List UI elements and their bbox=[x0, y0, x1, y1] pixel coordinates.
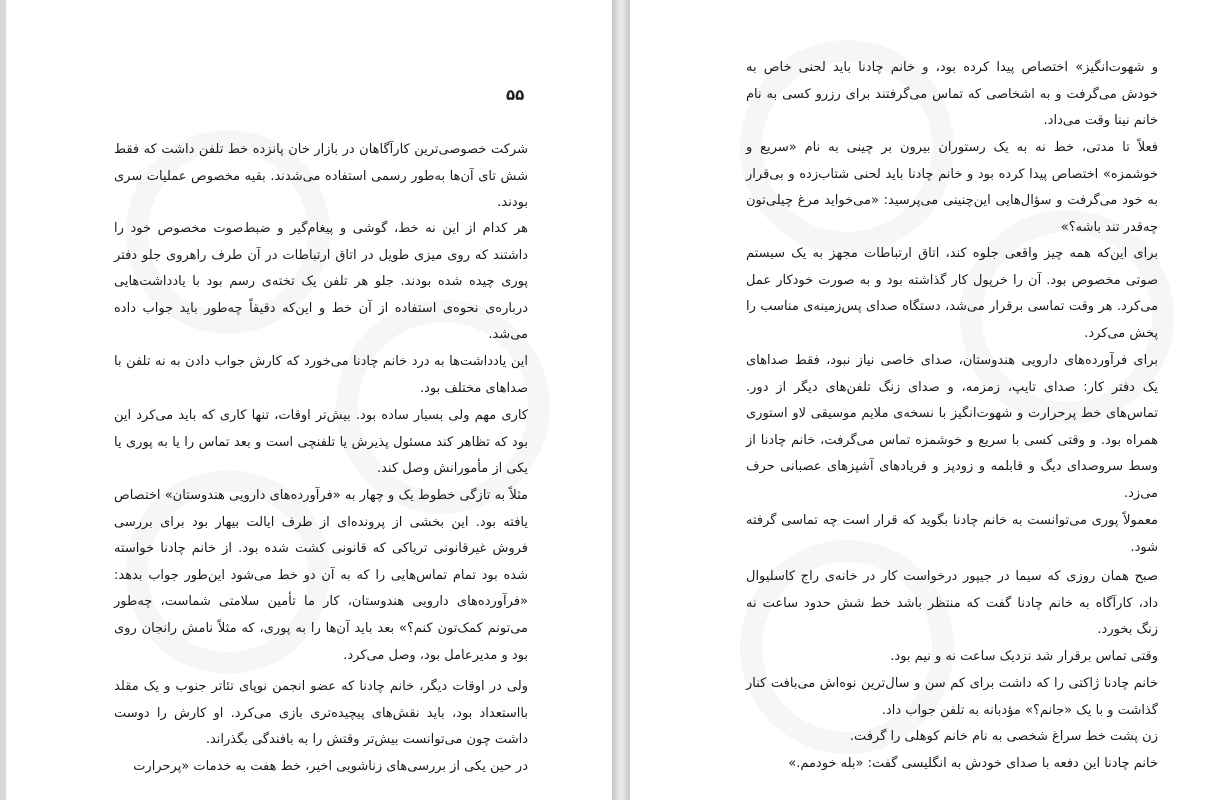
paragraph: خانم چادنا ژاکتی را که داشت برای کم سن و سال‌ترین نوه‌اش می‌بافت کنار گذاشت و با یک «جانم؟» مؤدبانه به تلفن جواب داد. bbox=[746, 676, 1158, 718]
paragraph: برای این‌که همه چیز واقعی جلوه کند، اتاق ارتباطات مجهز به یک سیستم صوتی مخصوص بود. آن را خرپول کار گذاشته بود و به صورت خودکار عمل می‌کرد. هر وقت تماسی برقرار می‌شد، دستگاه صدای پس‌زمینه‌ی مناسب را پخش می‌کرد. bbox=[746, 246, 1158, 341]
paragraph: و شهوت‌انگیز» اختصاص پیدا کرده بود، و خانم چادنا باید لحنی خاص به خودش می‌گرفت و به اشخاصی که تماس می‌گرفتند برای رزرو کسی به نام خانم نینا وقت می‌داد. bbox=[746, 60, 1158, 129]
page-gutter bbox=[612, 0, 630, 800]
paragraph: خانم چادنا این دفعه با صدای خودش به انگلیسی گفت: «بله خودمم.» bbox=[788, 756, 1158, 771]
page-number: ۵۵ bbox=[506, 86, 525, 104]
paragraph: این یادداشت‌ها به درد خانم چادنا می‌خورد که کارش جواب دادن به نه تلفن با صداهای مختلف بود. bbox=[114, 354, 528, 396]
paragraph: شرکت خصوصی‌ترین کارآگاهان در بازار خان پانزده خط تلفن داشت که فقط شش تای آن‌ها به‌طور رسمی استفاده می‌شدند. بقیه مخصوص عملیات سری بودند. bbox=[114, 142, 528, 211]
paragraph: صبح همان روزی که سیما در جیپور درخواست کار در خانه‌ی راج کاسلیوال داد، کارآگاه به خانم چادنا گفت که منتظر باشد خط شش حدود ساعت نه زنگ بخورد. bbox=[746, 569, 1158, 638]
paragraph: معمولاً پوری می‌توانست به خانم چادنا بگوید که قرار است چه تماسی گرفته شود. bbox=[746, 513, 1158, 555]
paragraph: کاری مهم ولی بسیار ساده بود. بیش‌تر اوقات، تنها کاری که باید می‌کرد این بود که تظاهر کند مسئول پذیرش یا تلفنچی است و بعد تماس را یا به پوری یا یکی از مأمورانش وصل کند. bbox=[114, 408, 528, 477]
paragraph: برای فرآورده‌های دارویی هندوستان، صدای خاصی نیاز نبود، فقط صداهای یک دفتر کار: صدای تایپ، زمزمه، و صدای زنگ تلفن‌های دیگر از دور. تماس‌های خط پرحرارت و شهوت‌انگیز با نسخه‌ی ملایم موسیقی لاو استوری همراه بود. و وقتی کسی با سریع و خوشمزه تماس می‌گرفت، خانم چادنا از وسط سروصدای دیگ و قابلمه و زودپز و فریادهای آشپزهای عصبانی حرف می‌زد. bbox=[746, 353, 1158, 501]
paragraph: فعلاً تا مدتی، خط نه به یک رستوران بیرون بر چینی به نام «سریع و خوشمزه» اختصاص پیدا کرده بود و خانم چادنا باید لحنی شتاب‌زده و بی‌قرار به خود می‌گرفت و سؤال‌هایی این‌چنینی می‌پرسید: «می‌خواید مرغ چیلی‌تون چه‌قدر تند باشه؟» bbox=[746, 140, 1158, 235]
paragraph: در حین یکی از بررسی‌های زناشویی اخیر، خط هفت به خدمات «پرحرارت bbox=[133, 759, 528, 774]
paragraph: هر کدام از این نه خط، گوشی و پیغام‌گیر و ضبط‌صوت مخصوص خود را داشتند که روی میزی طویل در اتاق ارتباطات در آن طرف راهروی جلو دفتر پوری چیده شده بودند. جلو هر تلفن یک تخته‌ی رسم بود با یادداشت‌هایی درباره‌ی نحوه‌ی استفاده از آن خط و این‌که دقیقاً چه‌طور باید جواب داده می‌شد. bbox=[114, 221, 528, 343]
paragraph: ولی در اوقات دیگر، خانم چادنا که عضو انجمن نوپای تئاتر جنوب و یک مقلد بااستعداد بود، باید نقش‌های پیچیده‌تری بازی می‌کرد. او کارش را دوست داشت چون می‌توانست بیش‌تر وقتش را به بافندگی بگذراند. bbox=[114, 679, 528, 748]
paragraph: مثلاً به تازگی خطوط یک و چهار به «فرآورده‌های دارویی هندوستان» اختصاص یافته بود. این بخشی از پرونده‌ای از طرف ایالت بیهار بود برای بررسی فروش غیرقانونی تریاکی که قانونی کشت شده بود. از خانم چادنا خواسته شده بود تمام تماس‌هایی را که به آن دو خط می‌شود این‌طور جواب بدهد: «فرآورده‌های دارویی هندوستان، کار ما تأمین سلامتی شماست، چه‌طور می‌تونم کمک‌تون کنم؟» بعد باید آن‌ها را به پوری، که مثلاً نامش رانجان روی بود و مدیرعامل بود، وصل می‌کرد. bbox=[114, 488, 528, 663]
right-page bbox=[630, 0, 1227, 800]
paragraph: زن پشت خط سراغ شخصی به نام خانم کوهلی را گرفت. bbox=[849, 729, 1158, 744]
paragraph: وقتی تماس برقرار شد نزدیک ساعت نه و نیم بود. bbox=[890, 649, 1158, 664]
left-page bbox=[6, 0, 612, 800]
